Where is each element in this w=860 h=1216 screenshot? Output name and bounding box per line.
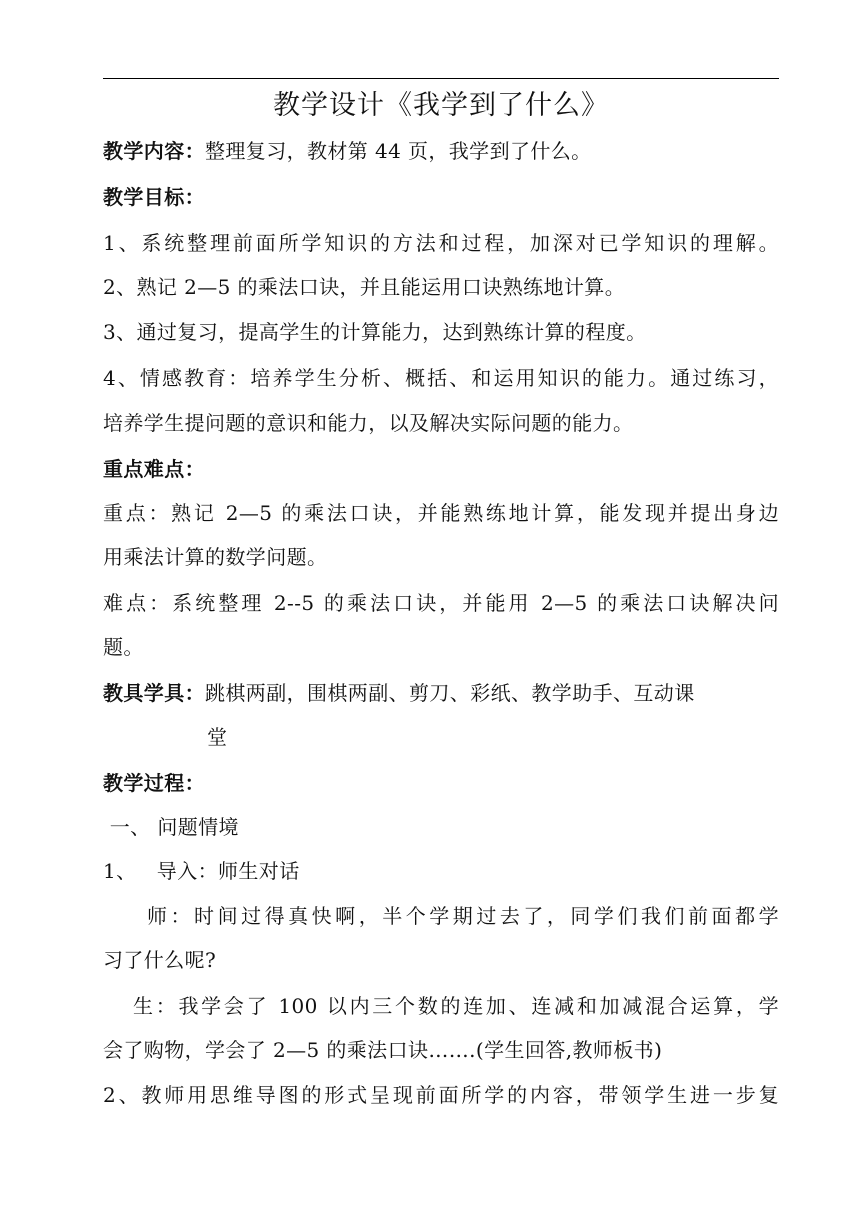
objective-item: 培养学生提问题的意识和能力，以及解决实际问题的能力。 [103, 411, 634, 435]
process-line: 生：我学会了 100 以内三个数的连加、连减和加减混合运算，学 [133, 994, 779, 1018]
objective-item: 3、通过复习，提高学生的计算能力，达到熟练计算的程度。 [103, 320, 647, 344]
key-point-line: 题。 [103, 635, 144, 659]
objectives-heading: 教学目标： [103, 185, 205, 209]
process-heading: 教学过程： [103, 771, 205, 795]
tools-line [103, 679, 695, 707]
tools-text: 跳棋两副，围棋两副、剪刀、彩纸、教学助手、互动课 [205, 681, 695, 705]
content-label: 教学内容： [103, 139, 205, 163]
process-line: 2、教师用思维导图的形式呈现前面所学的内容，带领学生进一步复 [103, 1083, 779, 1107]
process-line: 一、 问题情境 [103, 815, 239, 839]
process-line: 师：时间过得真快啊，半个学期过去了，同学们我们前面都学 [147, 904, 779, 928]
key-point-line: 重点：熟记 2—5 的乘法口诀，并能熟练地计算，能发现并提出身边 [103, 501, 779, 525]
tools-text-continued: 堂 [207, 725, 228, 749]
process-line: 习了什么呢? [103, 948, 217, 972]
objective-item: 2、熟记 2—5 的乘法口诀，并且能运用口诀熟练地计算。 [103, 275, 626, 299]
objective-item: 4、情感教育：培养学生分析、概括、和运用知识的能力。通过练习， [103, 366, 779, 390]
key-points-heading: 重点难点： [103, 457, 205, 481]
key-point-line: 难点：系统整理 2--5 的乘法口诀，并能用 2—5 的乘法口诀解决问 [103, 591, 779, 615]
content-line [103, 137, 592, 165]
content-text: 整理复习，教材第 44 页，我学到了什么。 [205, 139, 592, 163]
tools-label: 教具学具： [103, 681, 205, 705]
objective-item: 1、系统整理前面所学知识的方法和过程，加深对已学知识的理解。 [103, 231, 779, 255]
key-point-line: 用乘法计算的数学问题。 [103, 545, 328, 569]
process-line: 会了购物，学会了 2—5 的乘法口诀…….(学生回答,教师板书) [103, 1038, 663, 1062]
process-line: 1、 导入：师生对话 [103, 859, 300, 883]
page-title: 教学设计《我学到了什么》 [273, 90, 609, 121]
header-rule [103, 78, 779, 79]
